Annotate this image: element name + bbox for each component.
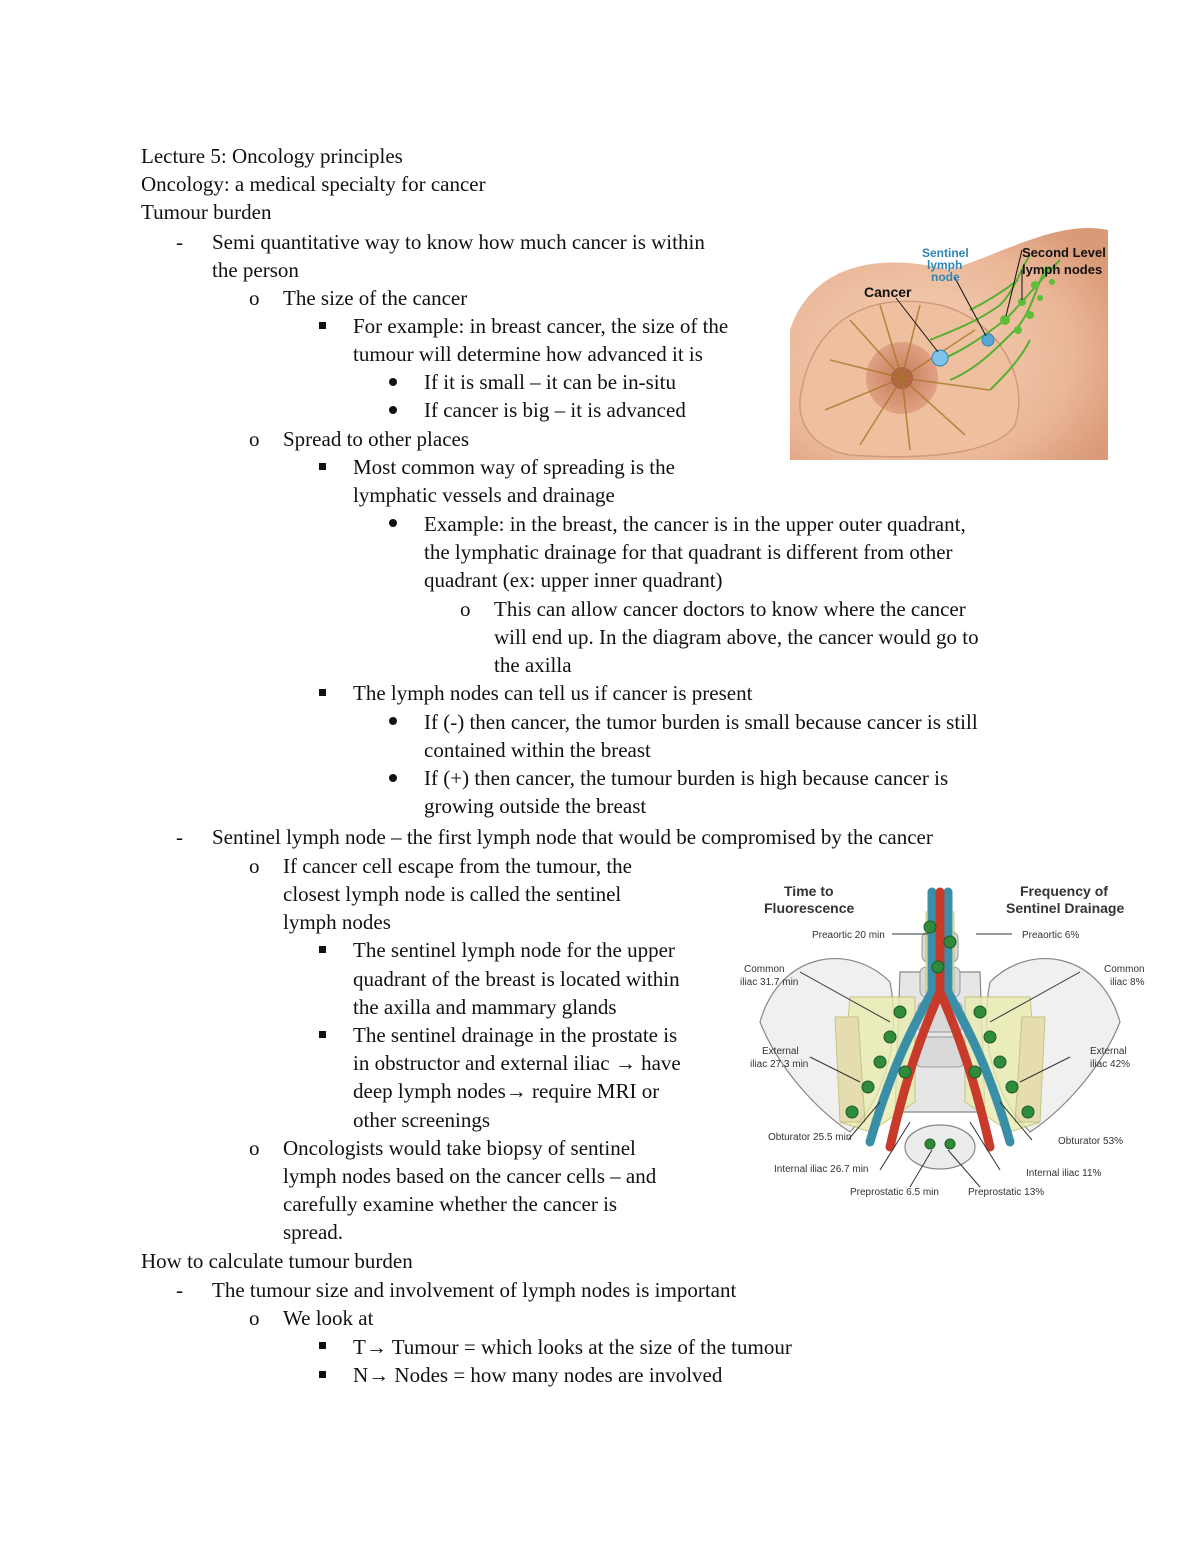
label-second-level: lymph nodes bbox=[1022, 262, 1103, 277]
svg-text:Common: Common bbox=[1104, 964, 1145, 975]
text-line: Semi quantitative way to know how much cancer is within bbox=[212, 230, 705, 254]
square-bullet bbox=[319, 946, 326, 953]
text-line: lymphatic vessels and drainage bbox=[353, 483, 615, 507]
square-bullet bbox=[319, 1371, 326, 1378]
text-line: spread. bbox=[283, 1220, 344, 1244]
svg-text:Obturator 53%: Obturator 53% bbox=[1058, 1136, 1124, 1147]
text-line: N→ Nodes = how many nodes are involved bbox=[353, 1363, 723, 1387]
text-line: Oncologists would take biopsy of sentinel bbox=[283, 1136, 636, 1160]
text-line: other screenings bbox=[353, 1108, 491, 1132]
text-line: Sentinel lymph node – the first lymph node that would be compromised by the cancer bbox=[212, 825, 933, 849]
text-line: If it is small – it can be in-situ bbox=[424, 370, 676, 394]
svg-text:Internal iliac 11%: Internal iliac 11% bbox=[1026, 1168, 1102, 1179]
circle-marker: o bbox=[460, 597, 471, 621]
header-right: Sentinel Drainage bbox=[1006, 900, 1125, 916]
dash-marker: - bbox=[176, 1278, 183, 1302]
label-sentinel: Sentinel bbox=[922, 246, 969, 260]
lecture-title: Lecture 5: Oncology principles bbox=[141, 144, 403, 168]
text-line: lymph nodes based on the cancer cells – and bbox=[283, 1164, 657, 1188]
circle-marker: o bbox=[249, 427, 260, 451]
round-bullet bbox=[389, 519, 397, 527]
square-bullet bbox=[319, 689, 326, 696]
text-line: Example: in the breast, the cancer is in the upper outer quadrant, bbox=[424, 512, 966, 536]
heading-tumour-burden: Tumour burden bbox=[141, 200, 272, 224]
text-line: T→ Tumour = which looks at the size of the tumour bbox=[353, 1335, 792, 1359]
circle-marker: o bbox=[249, 286, 260, 310]
text-line: The tumour size and involvement of lymph nodes is important bbox=[212, 1278, 737, 1302]
svg-text:iliac 8%: iliac 8% bbox=[1110, 977, 1145, 988]
text-line: The size of the cancer bbox=[283, 286, 468, 310]
round-bullet bbox=[389, 406, 397, 414]
round-bullet bbox=[389, 717, 397, 725]
text-line: If (+) then cancer, the tumour burden is high because cancer is bbox=[424, 766, 949, 790]
text-line: Spread to other places bbox=[283, 427, 470, 451]
text-line: in obstructor and external iliac → have bbox=[353, 1051, 681, 1075]
text-line: the axilla and mammary glands bbox=[353, 995, 617, 1019]
square-bullet bbox=[319, 1031, 326, 1038]
text-line: The sentinel drainage in the prostate is bbox=[353, 1023, 678, 1047]
text-line: If cancer is big – it is advanced bbox=[424, 398, 686, 422]
svg-text:Obturator 25.5 min: Obturator 25.5 min bbox=[768, 1132, 852, 1143]
heading-calculate-tumour-burden: How to calculate tumour burden bbox=[141, 1249, 413, 1273]
text-line: Most common way of spreading is the bbox=[353, 455, 675, 479]
text-line: If (-) then cancer, the tumor burden is small because cancer is still bbox=[424, 710, 978, 734]
text-line: quadrant of the breast is located within bbox=[353, 967, 680, 991]
square-bullet bbox=[319, 1342, 326, 1349]
header-left: Fluorescence bbox=[764, 900, 855, 916]
circle-marker: o bbox=[249, 854, 260, 878]
text-line: the axilla bbox=[494, 653, 572, 677]
square-bullet bbox=[319, 322, 326, 329]
svg-text:Common: Common bbox=[744, 964, 785, 975]
label-second-level: Second Level bbox=[1022, 245, 1106, 260]
text-line: We look at bbox=[283, 1306, 374, 1330]
text-line: The lymph nodes can tell us if cancer is present bbox=[353, 681, 753, 705]
svg-text:iliac 27.3 min: iliac 27.3 min bbox=[750, 1059, 809, 1070]
text-line: quadrant (ex: upper inner quadrant) bbox=[424, 568, 723, 592]
svg-text:Internal iliac 26.7 min: Internal iliac 26.7 min bbox=[774, 1164, 869, 1175]
text-line: tumour will determine how advanced it is bbox=[353, 342, 703, 366]
svg-text:Preprostatic 6.5 min: Preprostatic 6.5 min bbox=[850, 1187, 939, 1198]
text-line: If cancer cell escape from the tumour, the bbox=[283, 854, 632, 878]
text-line: contained within the breast bbox=[424, 738, 651, 762]
label-cancer: Cancer bbox=[864, 284, 912, 300]
circle-marker: o bbox=[249, 1136, 260, 1160]
svg-text:Preaortic 20 min: Preaortic 20 min bbox=[812, 930, 885, 941]
text-line: the person bbox=[212, 258, 299, 282]
text-line: growing outside the breast bbox=[424, 794, 647, 818]
text-line: The sentinel lymph node for the upper bbox=[353, 938, 675, 962]
dash-marker: - bbox=[176, 230, 183, 254]
svg-text:External: External bbox=[762, 1046, 799, 1057]
oncology-definition: Oncology: a medical specialty for cancer bbox=[141, 172, 486, 196]
svg-text:Preaortic 6%: Preaortic 6% bbox=[1022, 930, 1080, 941]
svg-text:iliac 42%: iliac 42% bbox=[1090, 1059, 1131, 1070]
pelvic-lymph-figure bbox=[740, 872, 1145, 1202]
text-line: This can allow cancer doctors to know where the cancer bbox=[494, 597, 966, 621]
square-bullet bbox=[319, 463, 326, 470]
text-line: carefully examine whether the cancer is bbox=[283, 1192, 618, 1216]
circle-marker: o bbox=[249, 1306, 260, 1330]
header-right: Frequency of bbox=[1020, 883, 1108, 899]
text-line: will end up. In the diagram above, the cancer would go to bbox=[494, 625, 979, 649]
label-sentinel: node bbox=[931, 270, 960, 284]
header-left: Time to bbox=[784, 883, 834, 899]
tumour bbox=[932, 350, 948, 366]
text-line: For example: in breast cancer, the size of the bbox=[353, 314, 729, 338]
text-line: lymph nodes bbox=[283, 910, 391, 934]
sentinel-node bbox=[982, 334, 994, 346]
text-line: closest lymph node is called the sentinel bbox=[283, 882, 622, 906]
text-line: the lymphatic drainage for that quadrant is different from other bbox=[424, 540, 953, 564]
text-line: deep lymph nodes→ require MRI or bbox=[353, 1079, 660, 1103]
svg-text:Preprostatic 13%: Preprostatic 13% bbox=[968, 1187, 1045, 1198]
dash-marker: - bbox=[176, 825, 183, 849]
svg-text:iliac 31.7 min: iliac 31.7 min bbox=[740, 977, 799, 988]
label-sentinel: lymph bbox=[927, 258, 963, 272]
svg-text:External: External bbox=[1090, 1046, 1127, 1057]
round-bullet bbox=[389, 774, 397, 782]
round-bullet bbox=[389, 378, 397, 386]
breast-lymph-figure bbox=[790, 210, 1108, 460]
